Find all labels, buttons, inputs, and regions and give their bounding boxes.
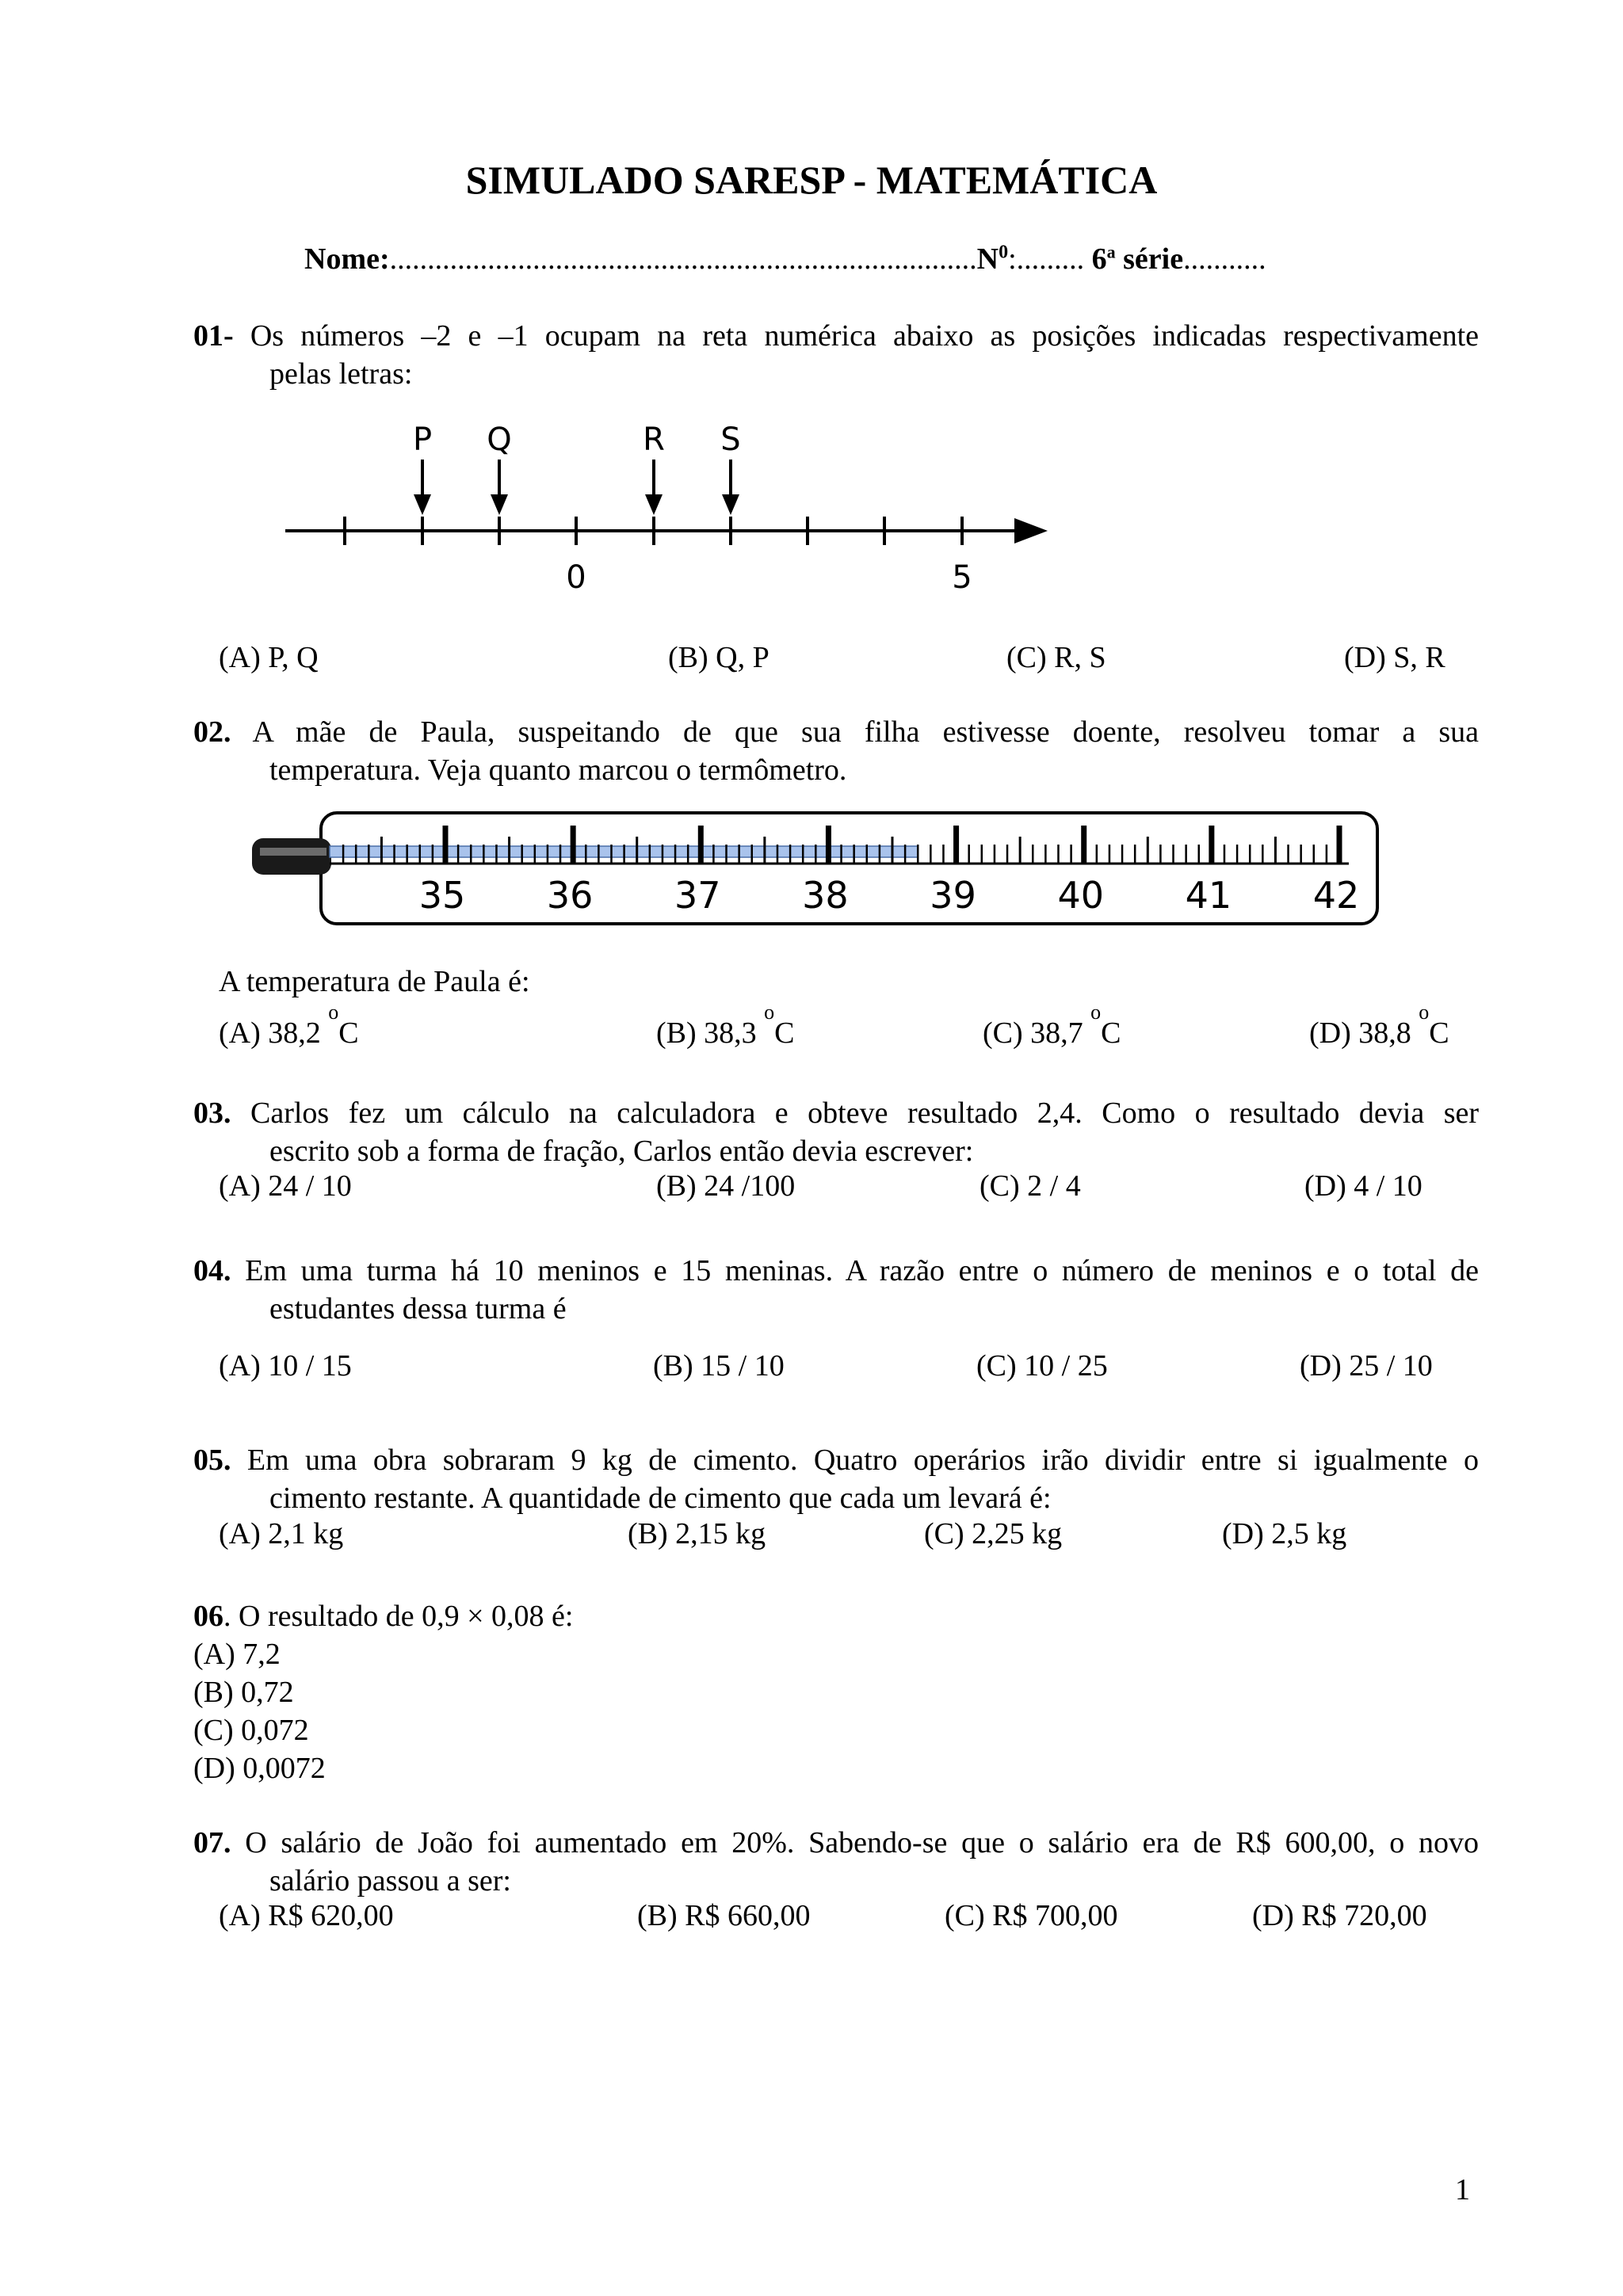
- option-b[interactable]: (B) R$ 660,00: [637, 1899, 811, 1932]
- question-number: 07.: [193, 1826, 231, 1859]
- question-7: [193, 1824, 1479, 1900]
- question-6: [193, 1597, 1479, 1787]
- number-sup: 0: [999, 242, 1009, 263]
- scale-label: 36: [546, 874, 594, 917]
- unit: C: [1429, 1016, 1449, 1050]
- name-line: [304, 242, 1266, 277]
- option-c[interactable]: (C) 0,072: [193, 1714, 309, 1747]
- question-text: O salário de João foi aumentado em 20%. Sabendo-se que o salário era de R$ 600,00, o novo: [245, 1826, 1480, 1859]
- serie-number: 6: [1091, 242, 1107, 276]
- question-text: Os números –2 e –1 ocupam na reta numérica abaixo as posições indicadas respectivamente: [250, 319, 1479, 353]
- page-number: 1: [1455, 2173, 1470, 2206]
- arrow-p-head: [414, 494, 431, 515]
- letter-q: Q: [487, 421, 512, 458]
- number-line-arrowhead: [1014, 518, 1048, 543]
- serie-dots: ...........: [1183, 242, 1266, 276]
- option-d-text: (D) 38,8: [1309, 1016, 1411, 1050]
- option-c[interactable]: (C) 2,25 kg: [924, 1517, 1063, 1550]
- option-b[interactable]: [656, 1001, 795, 1051]
- degree-symbol: o: [1090, 1001, 1102, 1024]
- option-d[interactable]: (D) S, R: [1344, 641, 1445, 674]
- option-d[interactable]: (D) 25 / 10: [1300, 1349, 1433, 1383]
- unit: C: [338, 1016, 359, 1050]
- option-c-text: (C) 38,7: [983, 1016, 1083, 1050]
- option-c[interactable]: (C) 2 / 4: [980, 1169, 1081, 1203]
- thermometer-prompt: A temperatura de Paula é:: [219, 965, 530, 998]
- question-2: [193, 713, 1479, 789]
- option-a-text: (A) 38,2: [219, 1016, 321, 1050]
- arrow-s-head: [722, 494, 739, 515]
- thermometer-figure: [246, 810, 1387, 930]
- question-1: [193, 317, 1479, 393]
- scale-label: 39: [930, 874, 976, 917]
- question-text: Em uma turma há 10 meninos e 15 meninas. A razão entre o número de meninos e o total de: [245, 1254, 1479, 1287]
- label-five: 5: [952, 559, 972, 596]
- letter-s: S: [720, 421, 741, 458]
- serie-sup: a: [1106, 242, 1116, 262]
- unit: C: [774, 1016, 795, 1050]
- thermometer-bulb-shine: [260, 848, 327, 856]
- option-c[interactable]: (C) 10 / 25: [976, 1349, 1108, 1383]
- degree-symbol: o: [764, 1001, 775, 1024]
- question-4: [193, 1252, 1479, 1328]
- question-number: 04.: [193, 1254, 231, 1287]
- name-label: Nome:: [304, 242, 390, 276]
- label-zero: 0: [566, 559, 586, 596]
- unit: C: [1101, 1016, 1121, 1050]
- question-text-cont: temperatura. Veja quanto marcou o termômetro.: [269, 753, 847, 787]
- option-a[interactable]: [219, 1001, 359, 1051]
- question-number: 03.: [193, 1097, 231, 1130]
- thermometer-bulb: [252, 838, 331, 875]
- option-d[interactable]: (D) 2,5 kg: [1222, 1517, 1347, 1550]
- question-number: 02.: [193, 715, 231, 749]
- number-line-figure: [277, 412, 1054, 602]
- question-text: . O resultado de 0,9 × 0,08 é:: [223, 1600, 574, 1633]
- question-text: Em uma obra sobraram 9 kg de cimento. Quatro operários irão dividir entre si igualmente o: [246, 1444, 1479, 1477]
- question-text: A mãe de Paula, suspeitando de que sua filha estivesse doente, resolveu tomar a sua: [252, 715, 1479, 749]
- question-text: Carlos fez um cálculo na calculadora e obteve resultado 2,4. Como o resultado devia ser: [250, 1097, 1480, 1130]
- question-5: [193, 1441, 1479, 1517]
- question-text-cont: estudantes dessa turma é: [269, 1292, 567, 1325]
- letter-r: R: [643, 421, 665, 458]
- letter-p: P: [412, 421, 433, 458]
- question-text-cont: cimento restante. A quantidade de cimento que cada um levará é:: [269, 1482, 1052, 1515]
- number-label: N: [976, 242, 999, 276]
- name-dots: ..............................................................................: [389, 242, 977, 276]
- option-a[interactable]: (A) 10 / 15: [219, 1349, 352, 1383]
- option-a[interactable]: (A) 7,2: [193, 1638, 281, 1671]
- option-a[interactable]: (A) R$ 620,00: [219, 1899, 394, 1932]
- option-d[interactable]: (D) 4 / 10: [1304, 1169, 1423, 1203]
- page-title: SIMULADO SARESP - MATEMÁTICA: [465, 158, 1158, 202]
- scale-label: 40: [1057, 874, 1104, 917]
- option-b[interactable]: (B) Q, P: [668, 641, 769, 674]
- option-d[interactable]: (D) R$ 720,00: [1252, 1899, 1427, 1932]
- option-b-text: (B) 38,3: [656, 1016, 757, 1050]
- question-number: 06: [193, 1600, 223, 1633]
- arrow-r-head: [645, 494, 663, 515]
- scale-label: 37: [674, 874, 721, 917]
- scale-label: 42: [1312, 874, 1360, 917]
- arrow-q-head: [491, 494, 508, 515]
- option-c[interactable]: (C) R, S: [1006, 641, 1106, 674]
- question-number: 05.: [193, 1444, 231, 1477]
- option-b[interactable]: (B) 24 /100: [656, 1169, 796, 1203]
- option-a[interactable]: (A) 24 / 10: [219, 1169, 352, 1203]
- option-b[interactable]: (B) 15 / 10: [653, 1349, 785, 1383]
- question-text-cont: pelas letras:: [269, 357, 413, 391]
- scale-label: 35: [418, 874, 466, 917]
- number-dots: :.........: [1008, 242, 1085, 276]
- option-d[interactable]: [1309, 1001, 1449, 1051]
- option-d[interactable]: (D) 0,0072: [193, 1752, 326, 1785]
- question-number: 01-: [193, 319, 234, 353]
- serie-label: série: [1123, 242, 1184, 276]
- option-b[interactable]: (B) 0,72: [193, 1676, 294, 1709]
- option-c[interactable]: [983, 1001, 1121, 1051]
- degree-symbol: o: [1419, 1001, 1430, 1024]
- question-3: [193, 1094, 1479, 1170]
- question-text-cont: salário passou a ser:: [269, 1864, 511, 1897]
- scale-label: 38: [802, 874, 849, 917]
- option-b[interactable]: (B) 2,15 kg: [628, 1517, 766, 1550]
- degree-symbol: o: [328, 1001, 339, 1024]
- option-c[interactable]: (C) R$ 700,00: [945, 1899, 1118, 1932]
- option-a[interactable]: (A) 2,1 kg: [219, 1517, 344, 1550]
- question-text-cont: escrito sob a forma de fração, Carlos então devia escrever:: [269, 1135, 974, 1168]
- option-a[interactable]: (A) P, Q: [219, 641, 319, 674]
- scale-label: 41: [1185, 874, 1232, 917]
